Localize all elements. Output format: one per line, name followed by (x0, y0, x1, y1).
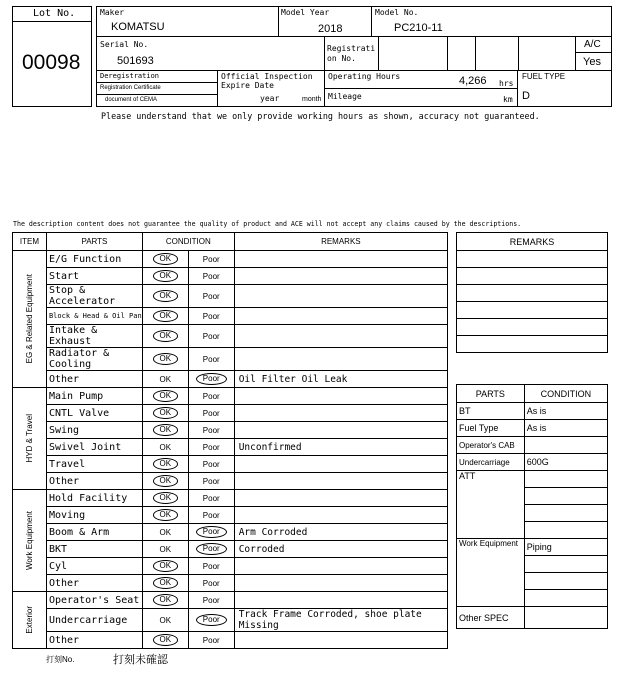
spec-row (457, 539, 608, 556)
registration-label: Registrati on No. (327, 44, 376, 63)
condition-poor: Poor (202, 578, 220, 588)
condition-ok-selected: OK (153, 407, 179, 419)
table-row (13, 308, 448, 325)
part-name: Cyl (46, 558, 142, 575)
work-equipment-value: Piping (524, 539, 607, 556)
condition-ok-cell (142, 507, 188, 524)
condition-ok-cell (142, 268, 188, 285)
condition-poor-cell (188, 285, 234, 308)
condition-poor-cell (188, 268, 234, 285)
table-row (13, 456, 448, 473)
spec-part: Undercarriage (457, 454, 525, 471)
condition-ok-cell (142, 575, 188, 592)
condition-ok: OK (159, 527, 172, 537)
condition-poor: Poor (202, 459, 220, 469)
condition-ok-cell (142, 592, 188, 609)
condition-poor: Poor (202, 561, 220, 571)
remark-cell (234, 348, 447, 371)
table-row (13, 473, 448, 490)
spec-row (457, 471, 608, 488)
condition-poor: Poor (202, 254, 220, 264)
part-name: Travel (46, 456, 142, 473)
table-row (13, 285, 448, 308)
condition-ok-cell (142, 439, 188, 456)
work-equipment-value-blank (524, 556, 607, 573)
right-remark-line (457, 268, 608, 285)
part-name: Boom & Arm (46, 524, 142, 541)
part-name: Start (46, 268, 142, 285)
condition-poor: Poor (202, 271, 220, 281)
other-spec-label: Other SPEC (457, 607, 525, 629)
spec-row (457, 607, 608, 629)
condition-ok-cell (142, 388, 188, 405)
condition-poor: Poor (202, 408, 220, 418)
spec-condition: As is (524, 403, 607, 420)
dereg-line-2 (96, 94, 218, 95)
condition-poor-cell (188, 575, 234, 592)
condition-ok-selected: OK (153, 330, 179, 342)
disclaimer-text: The description content does not guarantee the quality of product and ACE will not accept any claims caused by the descriptions. (13, 220, 522, 228)
dereg-sub1: Registration Certificate (100, 85, 161, 91)
col-item-header: ITEM (13, 233, 47, 251)
part-name: Moving (46, 507, 142, 524)
condition-poor-cell (188, 609, 234, 632)
part-name: Intake & Exhaust (46, 325, 142, 348)
condition-poor: Poor (202, 510, 220, 520)
right-spec-panel (456, 384, 608, 629)
category-cell (13, 592, 47, 649)
remark-cell (234, 632, 447, 649)
lot-label: Lot No. (33, 8, 76, 19)
part-name: CNTL Valve (46, 405, 142, 422)
condition-poor-cell (188, 524, 234, 541)
condition-ok-selected: OK (153, 594, 179, 606)
model-year-label: Model Year (281, 8, 330, 17)
condition-ok-cell (142, 524, 188, 541)
serial-label: Serial No. (100, 40, 149, 49)
condition-ok-selected: OK (153, 577, 179, 589)
condition-poor-cell (188, 405, 234, 422)
registration-slot-3 (475, 36, 476, 71)
work-equipment-value-blank (524, 573, 607, 590)
col-condition-header: CONDITION (142, 233, 234, 251)
part-name: Swing (46, 422, 142, 439)
condition-ok-selected: OK (153, 424, 179, 436)
condition-ok-selected: OK (153, 509, 179, 521)
part-name: Operator's Seat (46, 592, 142, 609)
spec-row (457, 437, 608, 454)
other-spec-value (524, 607, 607, 629)
maker-value: KOMATSU (111, 21, 165, 33)
condition-poor-cell (188, 507, 234, 524)
condition-poor-cell (188, 632, 234, 649)
condition-poor-cell (188, 592, 234, 609)
remark-cell: Unconfirmed (234, 439, 447, 456)
table-row (13, 422, 448, 439)
condition-poor-cell (188, 308, 234, 325)
spec-row (457, 454, 608, 471)
spec-condition: 600G (524, 454, 607, 471)
att-value (524, 471, 607, 488)
dereg-label: Deregistration (100, 72, 160, 80)
condition-poor-cell (188, 325, 234, 348)
table-row (13, 251, 448, 268)
category-cell (13, 490, 47, 592)
condition-ok: OK (159, 374, 172, 384)
spec-condition: As is (524, 420, 607, 437)
remark-cell (234, 575, 447, 592)
remark-cell (234, 405, 447, 422)
inspection-label: Official Inspection Expire Date (221, 72, 313, 90)
inspection-month-label: month (302, 96, 322, 103)
hours-mid-line (324, 88, 518, 89)
condition-poor-cell (188, 251, 234, 268)
att-value (524, 488, 607, 505)
condition-poor-cell (188, 490, 234, 507)
model-no-value: PC210-11 (394, 22, 443, 34)
right-remarks-panel (456, 232, 608, 353)
work-equipment-label: Work Equipment (457, 539, 525, 607)
condition-ok-selected: OK (153, 310, 179, 322)
inspection-year-label: year (260, 94, 280, 103)
dereg-sub2: document of CEMA (105, 97, 158, 103)
right-remark-line (457, 302, 608, 319)
registration-slot-1 (378, 36, 379, 71)
att-label: ATT (457, 471, 525, 539)
remark-cell (234, 285, 447, 308)
condition-poor: Poor (202, 595, 220, 605)
remark-cell (234, 592, 447, 609)
table-row (13, 348, 448, 371)
condition-ok-selected: OK (153, 634, 179, 646)
condition-ok-selected: OK (153, 270, 179, 282)
condition-poor-selected: Poor (196, 373, 227, 385)
category-label: EG & Related Equipment (24, 274, 34, 364)
stamp-value: 打刻未確認 (113, 654, 168, 666)
part-name: Stop & Accelerator (46, 285, 142, 308)
part-name: Other (46, 473, 142, 490)
condition-poor-selected: Poor (196, 543, 227, 555)
right-remarks-header: REMARKS (457, 233, 608, 251)
condition-ok-selected: OK (153, 353, 179, 365)
condition-ok-cell (142, 285, 188, 308)
maker-label: Maker (100, 8, 125, 17)
condition-ok: OK (159, 544, 172, 554)
spec-condition (524, 437, 607, 454)
right-remark-line (457, 251, 608, 268)
serial-value: 501693 (117, 55, 154, 67)
condition-poor: Poor (202, 291, 220, 301)
condition-ok-cell (142, 456, 188, 473)
hours-unit: hrs (499, 79, 514, 88)
condition-ok-cell (142, 609, 188, 632)
remark-cell (234, 490, 447, 507)
condition-ok-selected: OK (153, 560, 179, 572)
part-name: E/G Function (46, 251, 142, 268)
remark-cell (234, 325, 447, 348)
condition-poor-selected: Poor (196, 526, 227, 538)
condition-poor: Poor (202, 311, 220, 321)
spec-part: BT (457, 403, 525, 420)
condition-ok-cell (142, 490, 188, 507)
condition-poor-cell (188, 348, 234, 371)
condition-poor-cell (188, 456, 234, 473)
remark-cell (234, 507, 447, 524)
condition-ok-cell (142, 473, 188, 490)
right-condition-header: CONDITION (524, 385, 607, 403)
ac-value: Yes (583, 56, 601, 68)
notice-text: Please understand that we only provide working hours as shown, accuracy not guaranteed. (101, 111, 540, 121)
col-parts-header: PARTS (46, 233, 142, 251)
model-year-value: 2018 (318, 23, 343, 35)
condition-ok-cell (142, 308, 188, 325)
lot-number: 00098 (22, 51, 81, 74)
spec-row (457, 403, 608, 420)
condition-ok-cell (142, 541, 188, 558)
part-name: Main Pump (46, 388, 142, 405)
condition-ok-cell (142, 325, 188, 348)
att-value (524, 505, 607, 522)
condition-ok-selected: OK (153, 390, 179, 402)
remark-cell (234, 251, 447, 268)
condition-poor-cell (188, 371, 234, 388)
condition-ok-cell (142, 422, 188, 439)
condition-ok-cell (142, 371, 188, 388)
spec-part: Fuel Type (457, 420, 525, 437)
ac-label: A/C (584, 39, 601, 50)
remark-cell (234, 558, 447, 575)
remark-cell (234, 422, 447, 439)
part-name: Hold Facility (46, 490, 142, 507)
condition-ok-selected: OK (153, 253, 179, 265)
category-label: Work Equipment (24, 511, 34, 570)
spec-part: Operator's CAB (457, 437, 525, 454)
remark-cell (234, 308, 447, 325)
condition-ok: OK (159, 615, 172, 625)
part-name: Block & Head & Oil Pan (46, 308, 142, 325)
dereg-line-1 (96, 82, 218, 83)
table-row (13, 325, 448, 348)
condition-poor: Poor (202, 354, 220, 364)
right-parts-header: PARTS (457, 385, 525, 403)
table-row (13, 507, 448, 524)
part-name: Swivel Joint (46, 439, 142, 456)
remark-cell: Oil Filter Oil Leak (234, 371, 447, 388)
right-remark-line (457, 285, 608, 302)
table-row (13, 592, 448, 609)
mileage-unit: km (503, 95, 513, 104)
right-remark-line (457, 336, 608, 353)
att-value (524, 522, 607, 539)
fuel-value: D (522, 90, 530, 102)
condition-poor-cell (188, 422, 234, 439)
category-label: HYD & Travel (24, 414, 34, 463)
registration-slot-2 (447, 36, 448, 71)
part-name: Other (46, 632, 142, 649)
condition-poor-cell (188, 473, 234, 490)
model-no-label: Model No. (375, 8, 419, 17)
part-name: BKT (46, 541, 142, 558)
inspection-table (12, 232, 448, 649)
condition-ok-cell (142, 558, 188, 575)
fuel-label: FUEL TYPE (522, 72, 566, 81)
condition-poor-cell (188, 558, 234, 575)
table-row (13, 558, 448, 575)
condition-poor: Poor (202, 493, 220, 503)
condition-ok-cell (142, 632, 188, 649)
remark-cell: Arm Corroded (234, 524, 447, 541)
remark-cell (234, 473, 447, 490)
condition-poor-cell (188, 388, 234, 405)
condition-poor-selected: Poor (196, 614, 227, 626)
condition-ok-cell (142, 405, 188, 422)
condition-ok-cell (142, 348, 188, 371)
ac-mid-line (575, 52, 612, 53)
table-row (13, 371, 448, 388)
condition-ok-selected: OK (153, 290, 179, 302)
condition-poor: Poor (202, 635, 220, 645)
part-name: Undercarriage (46, 609, 142, 632)
remark-cell (234, 268, 447, 285)
table-row (13, 632, 448, 649)
col-remarks-header: REMARKS (234, 233, 447, 251)
remark-cell (234, 388, 447, 405)
condition-ok-cell (142, 251, 188, 268)
stamp-label: 打刻No. (46, 655, 75, 664)
table-row (13, 388, 448, 405)
table-row (13, 524, 448, 541)
spec-row (457, 420, 608, 437)
table-row (13, 439, 448, 456)
registration-slot-4 (518, 36, 519, 71)
remark-cell (234, 456, 447, 473)
condition-poor: Poor (202, 442, 220, 452)
part-name: Other (46, 575, 142, 592)
table-row (13, 268, 448, 285)
part-name: Radiator & Cooling (46, 348, 142, 371)
table-row (13, 490, 448, 507)
table-row (13, 609, 448, 632)
ac-divider (575, 36, 576, 71)
part-name: Other (46, 371, 142, 388)
condition-ok-selected: OK (153, 458, 179, 470)
table-row (13, 541, 448, 558)
remark-cell: Corroded (234, 541, 447, 558)
table-header-row (13, 233, 448, 251)
right-remark-line (457, 319, 608, 336)
condition-poor: Poor (202, 425, 220, 435)
condition-ok: OK (159, 442, 172, 452)
category-cell (13, 251, 47, 388)
condition-poor: Poor (202, 331, 220, 341)
condition-poor-cell (188, 439, 234, 456)
condition-poor: Poor (202, 391, 220, 401)
condition-poor-cell (188, 541, 234, 558)
condition-ok-selected: OK (153, 492, 179, 504)
condition-poor: Poor (202, 476, 220, 486)
hours-value: 4,266 (459, 75, 487, 87)
table-row (13, 575, 448, 592)
condition-ok-selected: OK (153, 475, 179, 487)
table-row (13, 405, 448, 422)
category-label: Exterior (24, 606, 34, 634)
mileage-label: Mileage (328, 92, 362, 101)
category-cell (13, 388, 47, 490)
remark-cell: Track Frame Corroded, shoe plate Missing (234, 609, 447, 632)
hours-label: Operating Hours (328, 72, 401, 81)
work-equipment-value-blank (524, 590, 607, 607)
